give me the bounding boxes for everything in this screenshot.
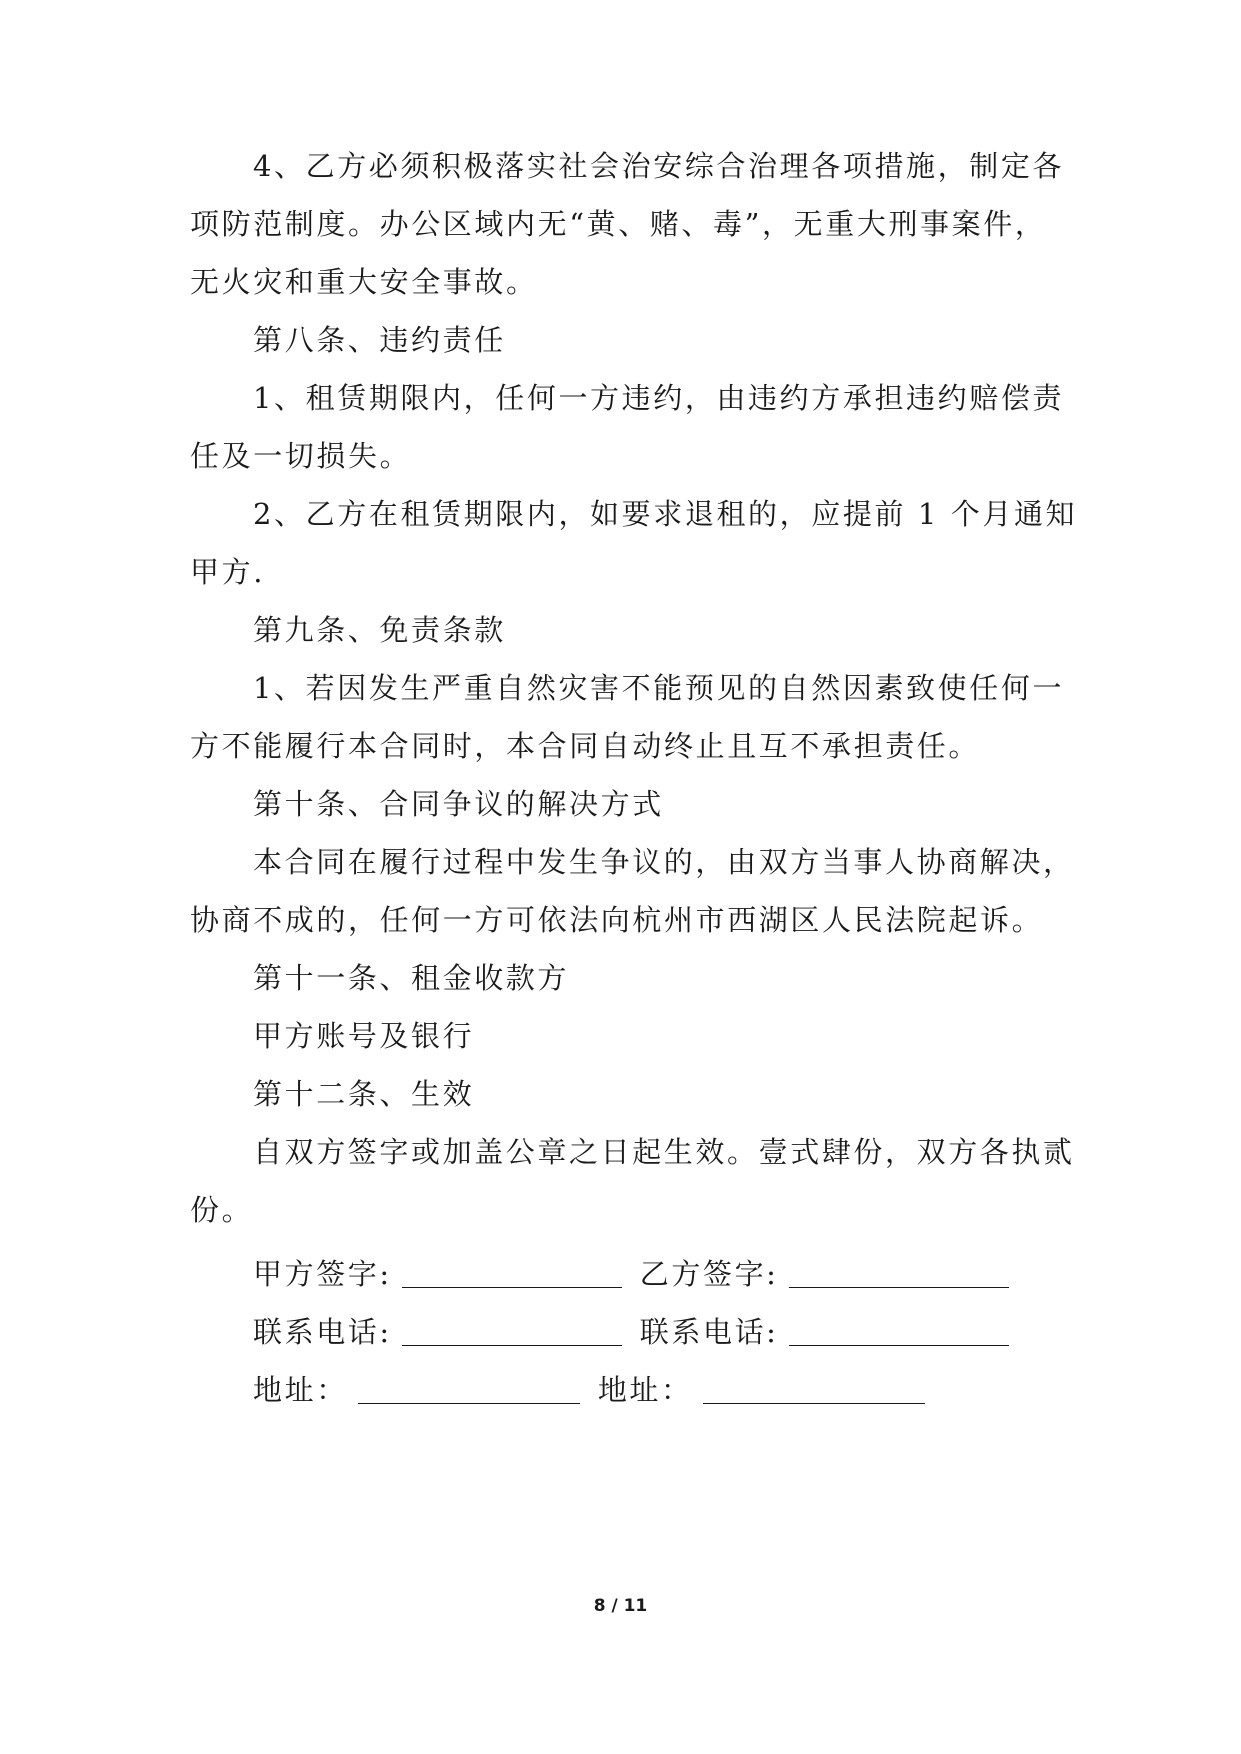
clause-9-1-line-2: 方不能履行本合同时，本合同自动终止且互不承担责任。 (190, 729, 981, 763)
party-a-phone-label: 联系电话: (253, 1315, 392, 1349)
party-b-signature-blank[interactable] (789, 1261, 1009, 1288)
party-a-phone-blank[interactable] (402, 1319, 622, 1346)
article-12-line-1: 自双方签字或加盖公章之日起生效。壹式肆份，双方各执贰 (253, 1135, 1075, 1169)
party-b-phone-label: 联系电话: (639, 1315, 779, 1349)
article-10-line-1: 本合同在履行过程中发生争议的，由双方当事人协商解决， (253, 845, 1075, 879)
article-9-heading: 第九条、免责条款 (253, 613, 506, 647)
clause-7-4-line-1: 4、乙方必须积极落实社会治安综合治理各项措施，制定各 (253, 149, 1065, 183)
party-b-signature-label: 乙方签字: (639, 1257, 779, 1291)
signature-row (253, 1256, 1027, 1292)
article-11-line-1: 甲方账号及银行 (253, 1019, 475, 1053)
party-a-address-label: 地址： (253, 1373, 348, 1407)
clause-8-1-line-2: 任及一切损失。 (190, 439, 412, 473)
article-11-heading: 第十一条、租金收款方 (253, 961, 570, 995)
phone-row (253, 1314, 1027, 1350)
page-number: 8 / 11 (593, 1596, 648, 1616)
clause-8-2-line-1: 2、乙方在租赁期限内，如要求退租的，应提前 1 个月通知 (253, 497, 1078, 531)
article-12-heading: 第十二条、生效 (253, 1077, 475, 1111)
clause-7-4-line-3: 无火灾和重大安全事故。 (190, 265, 538, 299)
party-b-phone-blank[interactable] (789, 1319, 1009, 1346)
party-a-signature-blank[interactable] (402, 1261, 622, 1288)
article-10-heading: 第十条、合同争议的解决方式 (253, 787, 664, 821)
party-a-signature-label: 甲方签字: (253, 1257, 392, 1291)
party-a-address-blank[interactable] (358, 1377, 580, 1404)
clause-8-2-line-2: 甲方. (190, 555, 266, 589)
clause-7-4-line-2: 项防范制度。办公区域内无“黄、赌、毒”，无重大刑事案件， (190, 207, 1047, 241)
party-b-address-label: 地址： (597, 1373, 693, 1407)
article-10-line-2: 协商不成的，任何一方可依法向杭州市西湖区人民法院起诉。 (190, 903, 1044, 937)
article-12-line-2: 份。 (190, 1193, 254, 1227)
address-row (253, 1372, 943, 1408)
clause-8-1-line-1: 1、租赁期限内，任何一方违约，由违约方承担违约赔偿责 (253, 381, 1065, 415)
clause-9-1-line-1: 1、若因发生严重自然灾害不能预见的自然因素致使任何一 (253, 671, 1065, 705)
party-b-address-blank[interactable] (703, 1377, 925, 1404)
article-8-heading: 第八条、违约责任 (253, 323, 506, 357)
